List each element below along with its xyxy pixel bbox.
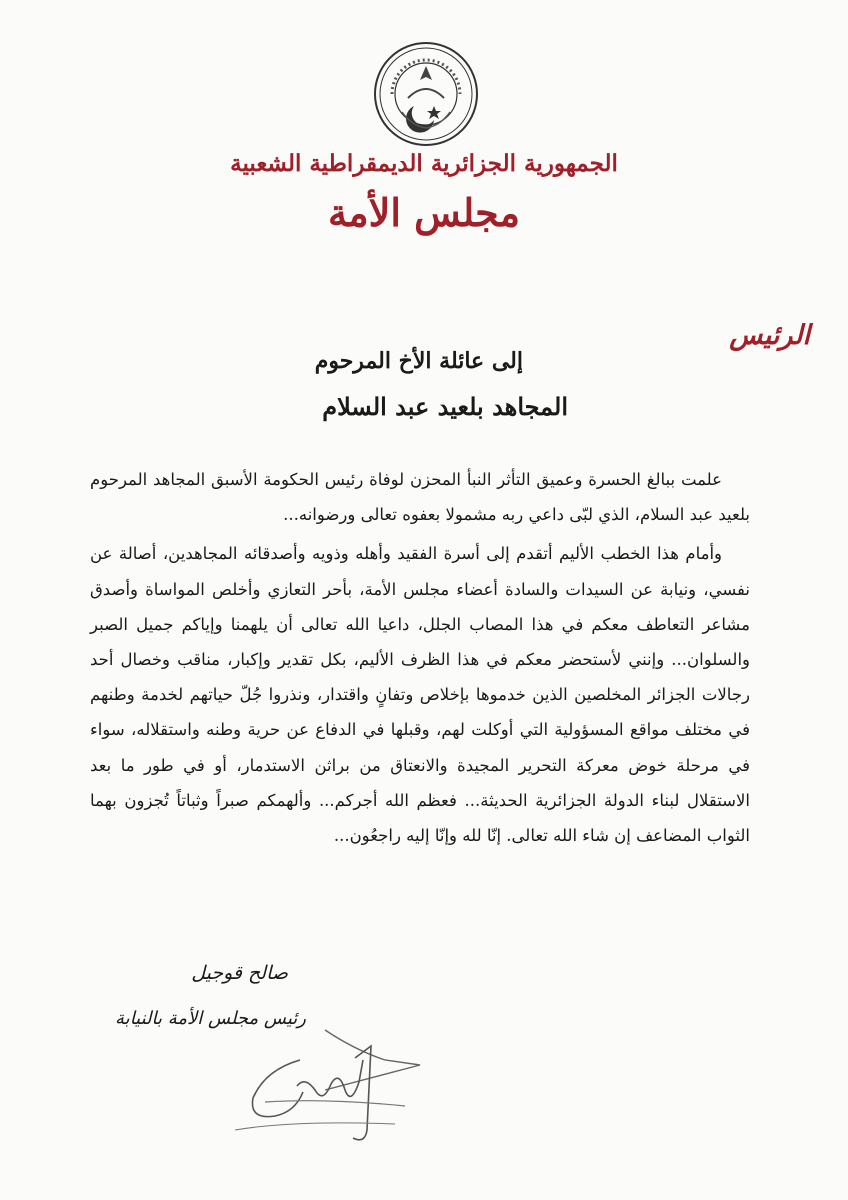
deceased-name: المجاهد بلعيد عبد السلام — [322, 392, 568, 421]
republic-name: الجمهورية الجزائرية الديمقراطية الشعبية — [230, 150, 618, 177]
signatory-name: صالح قوجيل — [191, 962, 288, 984]
body-paragraph: علمت ببالغ الحسرة وعميق التأثر النبأ المحزن لوفاة رئيس الحكومة الأسبق المجاهد المرحوم بلعيد عبد السلام، الذي لبّى داعي ربه مشمولا بعفوه تعالى ورضوانه... — [90, 470, 750, 525]
state-emblem-icon — [372, 40, 480, 148]
body-paragraph: وأمام هذا الخطب الأليم أتقدم إلى أسرة الفقيد وأهله وذويه وأصدقائه المجاهدين، أصالة عن نفسي، ونيابة عن السيدات والسادة أعضاء مجلس الأمة، بأحر التعازي وأخلص المواساة وأصدق مشاعر التعاطف معكم في هذا المصاب الجلل، داعيا الله تعالى أن يلهمنا وإياكم جميل الصبر والسلوان... وإنني لأستحضر معكم في هذا الظرف الأليم، بكل تقدير وإكبار، مناقب وخصال أحد رجالات الجزائر المخلصين الذين خدموها بإخلاص وتفانٍ واقتدار، ونذروا جُلّ حياتهم لخدمة وطنهم في مختلف مواقع المسؤولية التي أوكلت لهم، وقبلها في الدفاع عن حرية وطنه واستقلاله، سواء في مرحلة خوض معركة التحرير المجيدة والانعتاق من براثن الاستدمار، أو في طور ما بعد الاستقلال لبناء الدولة الجزائرية الحديثة... فعظم الله أجركم... وألهمكم صبراً وثباتاً تُجزون بهما الثواب المضاعف إن شاء الله تعالى. إنّا لله وإنّا إليه راجعُون... — [90, 544, 750, 846]
council-name: مجلس الأمة — [327, 190, 521, 235]
handwritten-signature-icon — [205, 1020, 435, 1150]
addressee-line: إلى عائلة الأخ المرحوم — [314, 348, 523, 374]
president-mark: الرئيس — [729, 320, 810, 351]
letter-body — [90, 462, 750, 853]
signatory-title: رئيس مجلس الأمة بالنيابة — [115, 1008, 306, 1029]
